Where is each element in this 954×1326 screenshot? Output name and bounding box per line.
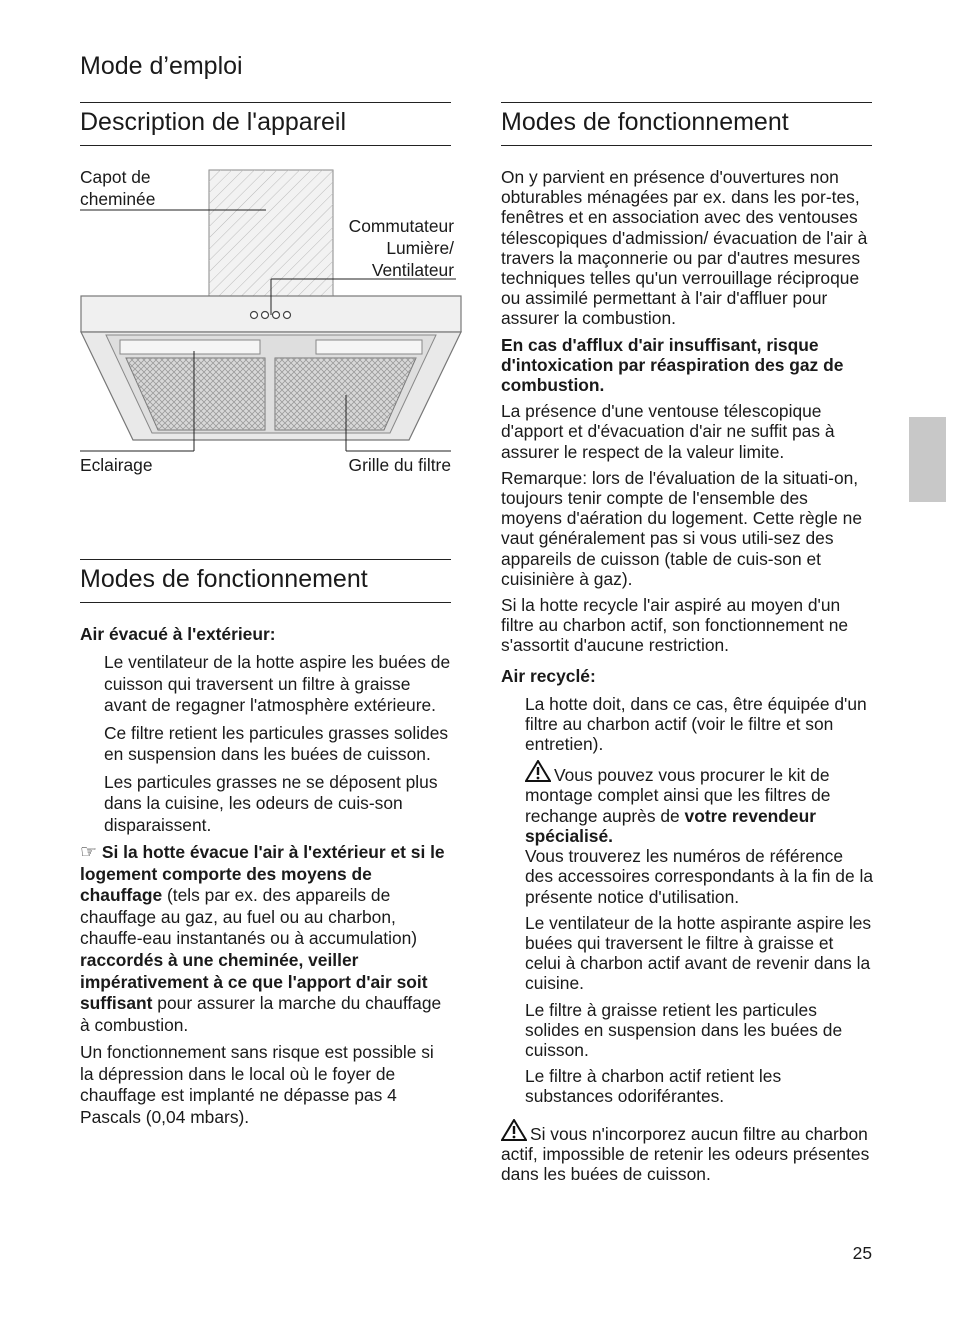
air-recycle-title: Air recyclé: (501, 665, 596, 686)
divider (501, 145, 872, 146)
right-body (501, 167, 873, 1190)
air-evacue-title: Air évacué à l'extérieur: (80, 624, 276, 644)
page-header-title: Mode d’emploi (80, 52, 243, 80)
warning-triangle-icon (501, 1119, 527, 1141)
heating-note: ☞ Si la hotte évacue l'air à l'extérieur et si le logement comporte des moyens de chauffage (tels par ex. des appareils de chauffage au gaz, au fuel ou au charbon, chauffe-eau instantanés ou à accumulation) raccordés à une cheminée, veiller impérativement à ce que l'apport d'air soit suffisant pour assurer la marche du chauffage à combustion. (80, 842, 445, 1035)
divider (501, 102, 872, 103)
carbon-filter-warning: Si vous n'incorporez aucun filtre au charbon actif, impossible de retenir les odeurs présentes dans les buées de cuisson. (501, 1119, 873, 1185)
right-p1: On y parvient en présence d'ouvertures non obturables ménagées par ex. dans les por-tes, fenêtres et en association avec des ventouses télescopiques d'admission/ évacuation de l'air à travers la maçonnerie ou par d'autres mesures techniques telles qu'un verrouillage réciproque ou assimilé permettant à l'air d'affluer pour assurer la combustion. (501, 167, 868, 329)
right-modes-heading: Modes de fonctionnement (501, 108, 789, 136)
divider (80, 145, 451, 146)
left-final-paragraph: Un fonctionnement sans risque est possible si la dépression dans le local où le foyer de chauffage est implanté ne dépasse pas 4 Pascals (0,04 mbars). (80, 1042, 434, 1127)
right-p3: Remarque: lors de l'évaluation de la situati-on, toujours tenir compte de l'ensemble des moyens d'aération du logement. Cette règle ne vaut généralement pas si vous utili-sez des appareils de cuisson (table de cuis-son et cuisinière à gaz). (501, 467, 863, 589)
air-recycle-warning: Vous pouvez vous procurer le kit de montage complet ainsi que les filtres de rechange auprès de votre revendeur spécialisé. Vous trouverez les numéros de référence des accessoires correspondants à la fin de la présente notice d'utilisation. (501, 760, 873, 906)
label-lighting: Eclairage (80, 455, 153, 475)
air-recycle-p2: Le ventilateur de la hotte aspirante aspire les buées qui traversent le filtre à graisse et celui à charbon actif avant de revenir dans la cuisine. (525, 912, 872, 994)
air-evacue-p2: Ce filtre retient les particules grasses solides en suspension dans les buées de cuisson. (104, 722, 449, 764)
air-recycle-p4: Le filtre à charbon actif retient les substances odoriférantes. (525, 1066, 782, 1107)
pointing-hand-icon: ☞ (80, 842, 98, 863)
left-body (80, 624, 452, 1134)
label-filter: Grille du filtre (348, 455, 451, 475)
divider (80, 102, 451, 103)
range-hood-illustration (78, 165, 468, 465)
right-p2: La présence d'une ventouse télescopique d'apport et d'évacuation d'air ne suffit pas à assurer le respect de la valeur limite. (501, 401, 835, 462)
label-capot: Capot de cheminée (80, 167, 156, 209)
air-recycle-p1: La hotte doit, dans ce cas, être équipée d'un filtre au charbon actif (voir le filtre et son entretien). (525, 693, 867, 755)
description-heading: Description de l'appareil (80, 108, 347, 136)
section-side-tab (909, 417, 946, 502)
divider (80, 559, 451, 560)
divider (80, 602, 451, 603)
right-warning-bold: En cas d'afflux d'air insuffisant, risque d'intoxication par réaspiration des gaz de combustion. (501, 334, 844, 396)
right-p4: Si la hotte recycle l'air aspiré au moyen d'un filtre au charbon actif, son fonctionnement ne s'assortit d'aucune restriction. (501, 595, 849, 656)
warning-triangle-icon (525, 760, 551, 782)
air-evacue-p3: Les particules grasses ne se déposent plus dans la cuisine, les odeurs de cuis-son disparaissent. (104, 771, 438, 835)
air-evacue-p1: Le ventilateur de la hotte aspire les buées de cuisson qui traversent un filtre à graisse avant de regagner l'atmosphère extérieure. (104, 652, 451, 715)
page-number: 25 (852, 1243, 872, 1263)
left-modes-heading: Modes de fonctionnement (80, 565, 368, 593)
label-switch: Commutateur Lumière/ Ventilateur (348, 216, 454, 280)
air-recycle-p3: Le filtre à graisse retient les particules solides en suspension dans les buées de cuisson. (525, 999, 843, 1060)
